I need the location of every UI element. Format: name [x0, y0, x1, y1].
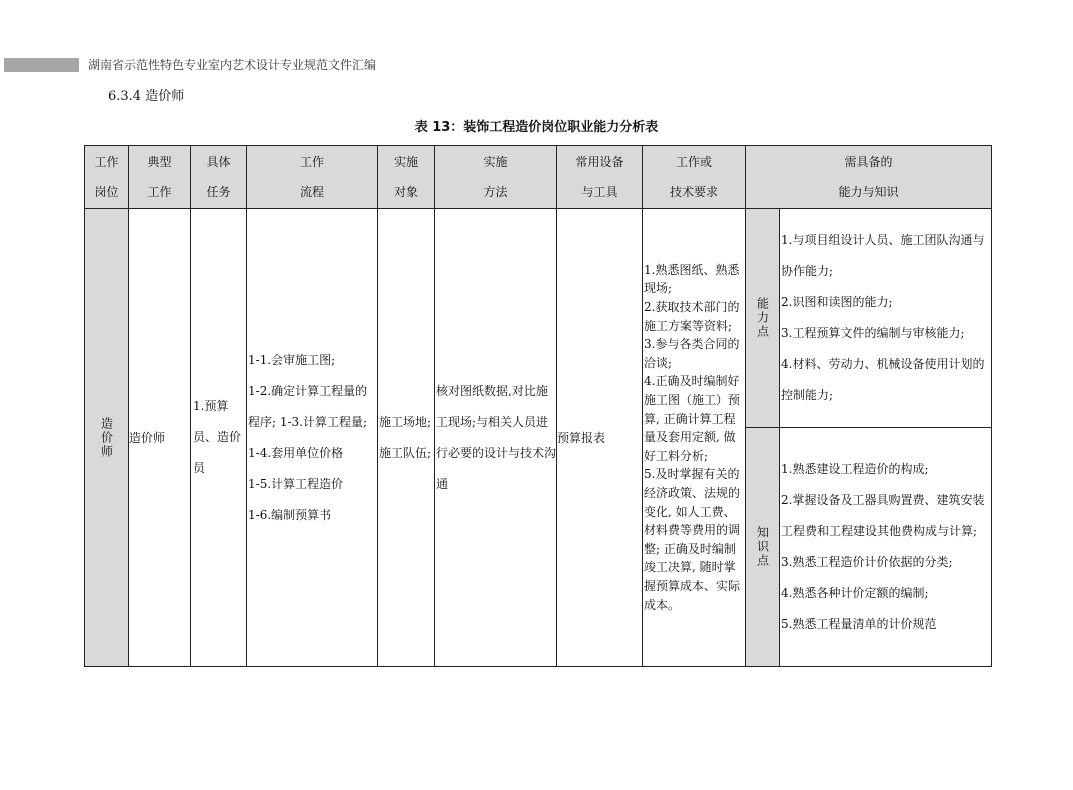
tools-cell: 预算报表	[557, 209, 643, 667]
requirement-item: 2.获取技术部门的施工方案等资料;	[644, 300, 740, 333]
process-item: 1-5.计算工程造价	[248, 476, 344, 491]
knowledge-item: 2.掌握设备及工器具购置费、建筑安装工程费和工程建设其他费构成与计算;	[781, 493, 985, 538]
ability-label-cell	[746, 209, 780, 428]
knowledge-item: 5.熟悉工程量清单的计价规范	[781, 617, 937, 631]
process-item: 1-6.编制预算书	[248, 507, 332, 522]
ability-label: 能力点	[755, 297, 770, 339]
requirement-item: 3.参与各类合同的洽谈;	[644, 337, 740, 370]
competency-analysis-table	[84, 145, 992, 667]
method-text: 核对图纸数据,对比施工现场;与相关人员进行必要的设计与技术沟通	[436, 383, 557, 491]
header-requirements: 工作或 技术要求	[643, 146, 746, 209]
header-position: 工作 岗位	[85, 146, 129, 209]
table-caption: 表 13：装饰工程造价岗位职业能力分析表	[414, 120, 659, 135]
table-row	[85, 209, 992, 428]
process-cell	[247, 209, 378, 667]
table-header-row	[85, 146, 992, 209]
position-label: 造价师	[99, 416, 114, 459]
requirement-item: 1.熟悉图纸、熟悉现场;	[644, 262, 740, 296]
task-text: 1.预算员、造价员	[193, 399, 242, 475]
process-item: 1-1.会审施工图;	[248, 352, 336, 367]
header-typical-work: 典型 工作	[129, 146, 191, 209]
requirements-cell	[643, 209, 746, 667]
object-cell	[378, 209, 435, 667]
task-cell	[191, 209, 247, 667]
header-object: 实施 对象	[378, 146, 435, 209]
ability-item: 2.识图和读图的能力;	[781, 295, 893, 309]
header-task: 具体 任务	[191, 146, 247, 209]
ability-item: 3.工程预算文件的编制与审核能力;	[781, 326, 965, 340]
section-heading: 6.3.4 造价师	[108, 89, 185, 104]
method-cell	[435, 209, 557, 667]
document-series-title: 湖南省示范性特色专业室内艺术设计专业规范文件汇编	[88, 58, 377, 72]
position-cell	[85, 209, 129, 667]
ability-item: 1.与项目组设计人员、施工团队沟通与协作能力;	[781, 233, 985, 278]
knowledge-item: 3.熟悉工程造价计价依据的分类;	[781, 555, 953, 569]
header-method: 实施 方法	[435, 146, 557, 209]
header-gray-bar	[4, 58, 79, 72]
knowledge-label-cell	[746, 428, 780, 667]
ability-item: 4.材料、劳动力、机械设备使用计划的控制能力;	[781, 357, 985, 402]
process-item: 1-2.确定计算工程量的程序; 1-3.计算工程量;	[248, 383, 368, 429]
requirement-item: 5.及时掌握有关的经济政策、法规的变化, 如人工费、材料费等费用的调整; 正确及时编制竣工决算, 随时掌握预算成本、实际成本。	[644, 467, 741, 612]
requirement-item: 4.正确及时编制好施工图（施工）预算, 正确计算工程量及套用定额, 做好工料分析;	[644, 374, 741, 463]
header-abilities-knowledge: 需具备的 能力与知识	[746, 146, 992, 209]
knowledge-item: 4.熟悉各种计价定额的编制;	[781, 586, 929, 600]
object-text: 施工场地;施工队伍;	[379, 414, 432, 460]
process-item: 1-4.套用单位价格	[248, 445, 344, 460]
abilities-cell	[780, 209, 992, 428]
knowledge-label: 知识点	[755, 526, 770, 568]
header-tools: 常用设备 与工具	[557, 146, 643, 209]
knowledge-cell	[780, 428, 992, 667]
knowledge-item: 1.熟悉建设工程造价的构成;	[781, 462, 929, 476]
header-process: 工作 流程	[247, 146, 378, 209]
typical-work-cell: 造价师	[129, 209, 191, 667]
